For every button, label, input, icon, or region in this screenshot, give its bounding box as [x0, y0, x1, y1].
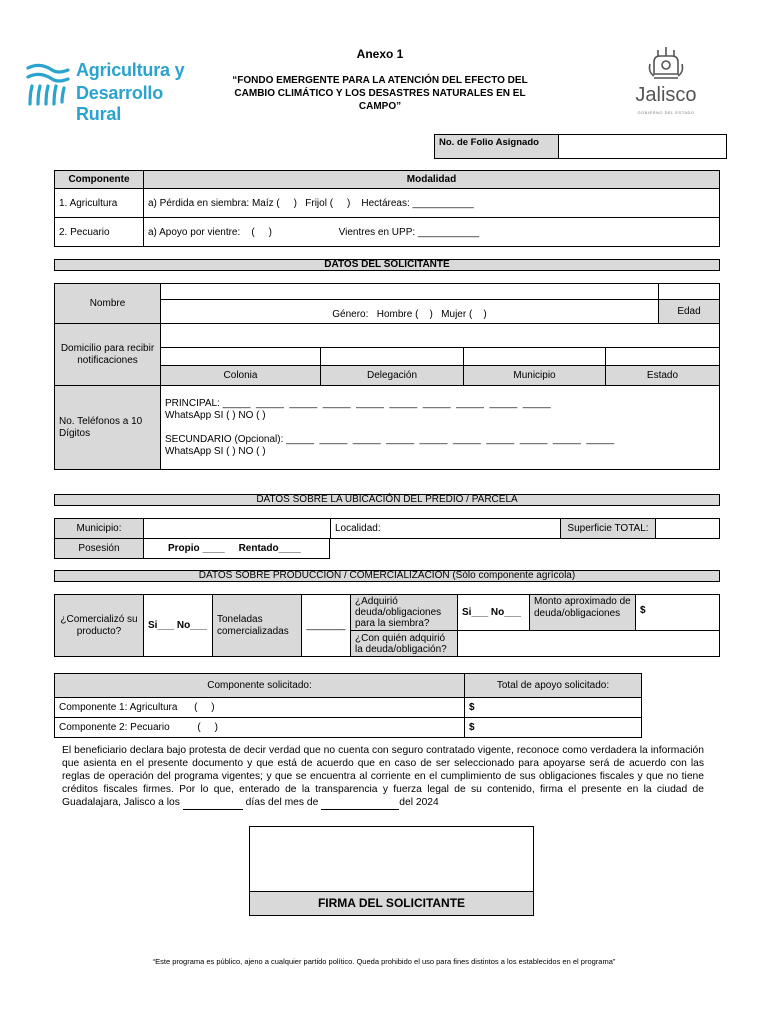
locality-label: Localidad:	[335, 523, 381, 534]
debt-yes-no[interactable]: Si___ No___	[458, 595, 530, 631]
age-label: Edad	[659, 300, 720, 324]
jalisco-crest-icon	[646, 44, 686, 84]
jalisco-wordmark: Jalisco	[635, 84, 697, 106]
modality-agricultura[interactable]: a) Pérdida en siembra: Maíz ( ) Frijol ( ) Hectáreas: ___________	[144, 189, 720, 218]
surface-field[interactable]	[656, 519, 720, 539]
commercialized-yes-no[interactable]: Si___ No___	[144, 595, 213, 657]
municipio-field[interactable]	[464, 348, 606, 366]
support-agricultura-amount[interactable]: $	[465, 698, 642, 718]
delegacion-label: Delegación	[321, 366, 464, 386]
logo-text-line2: Desarrollo Rural	[76, 83, 164, 124]
age-field[interactable]	[659, 284, 720, 300]
phones-field[interactable]	[161, 386, 720, 470]
possession-table	[54, 538, 330, 559]
folio-label: No. de Folio Asignado	[435, 135, 559, 159]
municipality-label: Municipio:	[55, 519, 144, 539]
agricultura-logo	[24, 56, 204, 124]
colonia-label: Colonia	[161, 366, 321, 386]
municipio-label: Municipio	[464, 366, 606, 386]
amount-label: Monto aproximado de deuda/obligaciones	[530, 595, 636, 631]
with-whom-field[interactable]	[458, 631, 720, 657]
tons-label: Toneladas comercializadas	[213, 595, 302, 657]
wheat-waves-icon	[24, 58, 74, 110]
production-section-title: DATOS SOBRE PRODUCCION / COMERCIALIZACION (Sólo componente agrícola)	[54, 570, 720, 582]
support-pecuario[interactable]: Componente 2: Pecuario ( )	[55, 718, 465, 738]
footer-disclaimer: “Este programa es público, ajeno a cualquier partido político. Queda prohibido el uso para fines distintos a los establecidos en el programa”	[152, 957, 616, 966]
property-table	[54, 518, 720, 539]
with-whom-question: ¿Con quién adquirió la deuda/obligación?	[351, 631, 458, 657]
modality-header: Modalidad	[144, 171, 720, 189]
folio-field[interactable]	[559, 135, 727, 159]
days-text: días del mes de	[245, 797, 319, 808]
tons-field[interactable]: _______	[302, 595, 351, 657]
applicant-table	[54, 283, 720, 470]
month-blank[interactable]	[321, 796, 399, 810]
support-component-header: Componente solicitado:	[55, 674, 465, 698]
municipality-field[interactable]	[144, 519, 331, 539]
amount-field[interactable]: $	[636, 595, 720, 631]
year-text: del 2024	[399, 797, 439, 808]
estado-label: Estado	[606, 366, 720, 386]
component-header: Componente	[55, 171, 144, 189]
name-label: Nombre	[55, 284, 161, 324]
name-field[interactable]	[161, 284, 659, 300]
jalisco-subtitle: GOBIERNO DEL ESTADO	[637, 110, 695, 115]
support-pecuario-amount[interactable]: $	[465, 718, 642, 738]
address-street-field[interactable]	[161, 324, 720, 348]
gender-field[interactable]: Género: Hombre ( ) Mujer ( )	[161, 300, 659, 324]
locality-field[interactable]	[331, 519, 561, 539]
support-agricultura[interactable]: Componente 1: Agricultura ( )	[55, 698, 465, 718]
phone-secundario[interactable]: SECUNDARIO (Opcional): _____ _____ _____ _____ _____ _____ _____ _____ _____ _____	[165, 433, 615, 445]
commercialized-question: ¿Comercializó su producto?	[55, 595, 144, 657]
whatsapp-principal[interactable]: WhatsApp SI ( ) NO ( )	[165, 409, 266, 421]
possession-label: Posesión	[55, 539, 144, 559]
folio-table	[434, 134, 727, 159]
estado-field[interactable]	[606, 348, 720, 366]
declaration-body: El beneficiario declara bajo protesta de decir verdad que no cuenta con seguro contratado vigente, reconoce como verdadera la información que asienta en el presente documento y que está de acuerdo que en caso de ser seleccionado para apoyarse será de acuerdo con las reglas de operación del programa vigentes; y que se encuentra al corriente en el cumplimiento de sus obligaciones fiscales y que no tiene créditos fiscales firmes. Por lo que, enterado de la transparencia y fuerza legal de su contenido, firma el presente en la ciudad de Guadalajara, Jalisco a los	[62, 745, 704, 808]
phone-principal[interactable]: PRINCIPAL: _____ _____ _____ _____ _____ _____ _____ _____ _____ _____	[165, 397, 551, 409]
surface-label: Superficie TOTAL:	[561, 519, 656, 539]
support-table	[54, 673, 642, 738]
fund-title: “FONDO EMERGENTE PARA LA ATENCIÓN DEL EFECTO DEL CAMBIO CLIMÁTICO Y LOS DESASTRES NATURALES EN EL CAMPO”	[232, 75, 528, 112]
signature-area[interactable]	[250, 827, 533, 891]
declaration-text	[62, 744, 704, 810]
phones-label: No. Teléfonos a 10 Dígitos	[55, 386, 161, 470]
support-total-header: Total de apoyo solicitado:	[465, 674, 642, 698]
possession-options[interactable]: Propio ____ Rentado____	[144, 539, 330, 559]
component-pecuario: 2. Pecuario	[55, 218, 144, 247]
logo-text-line1: Agricultura y	[76, 60, 185, 80]
debt-question: ¿Adquirió deuda/obligaciones para la siembra?	[351, 595, 458, 631]
jalisco-logo	[618, 44, 714, 130]
production-table	[54, 594, 720, 657]
component-table	[54, 170, 720, 247]
annex-title: Anexo 1	[356, 47, 404, 61]
component-agricultura: 1. Agricultura	[55, 189, 144, 218]
applicant-section-title: DATOS DEL SOLICITANTE	[54, 259, 720, 271]
signature-box	[249, 826, 534, 916]
address-label: Domicilio para recibir notificaciones	[55, 324, 161, 386]
whatsapp-secundario[interactable]: WhatsApp SI ( ) NO ( )	[165, 445, 266, 457]
colonia-field[interactable]	[161, 348, 321, 366]
delegacion-field[interactable]	[321, 348, 464, 366]
property-section-title: DATOS SOBRE LA UBICACIÓN DEL PREDIO / PARCELA	[54, 494, 720, 506]
signature-label: FIRMA DEL SOLICITANTE	[250, 891, 533, 915]
modality-pecuario[interactable]: a) Apoyo por vientre: ( ) Vientres en UPP: ___________	[144, 218, 720, 247]
days-blank[interactable]	[183, 796, 243, 810]
